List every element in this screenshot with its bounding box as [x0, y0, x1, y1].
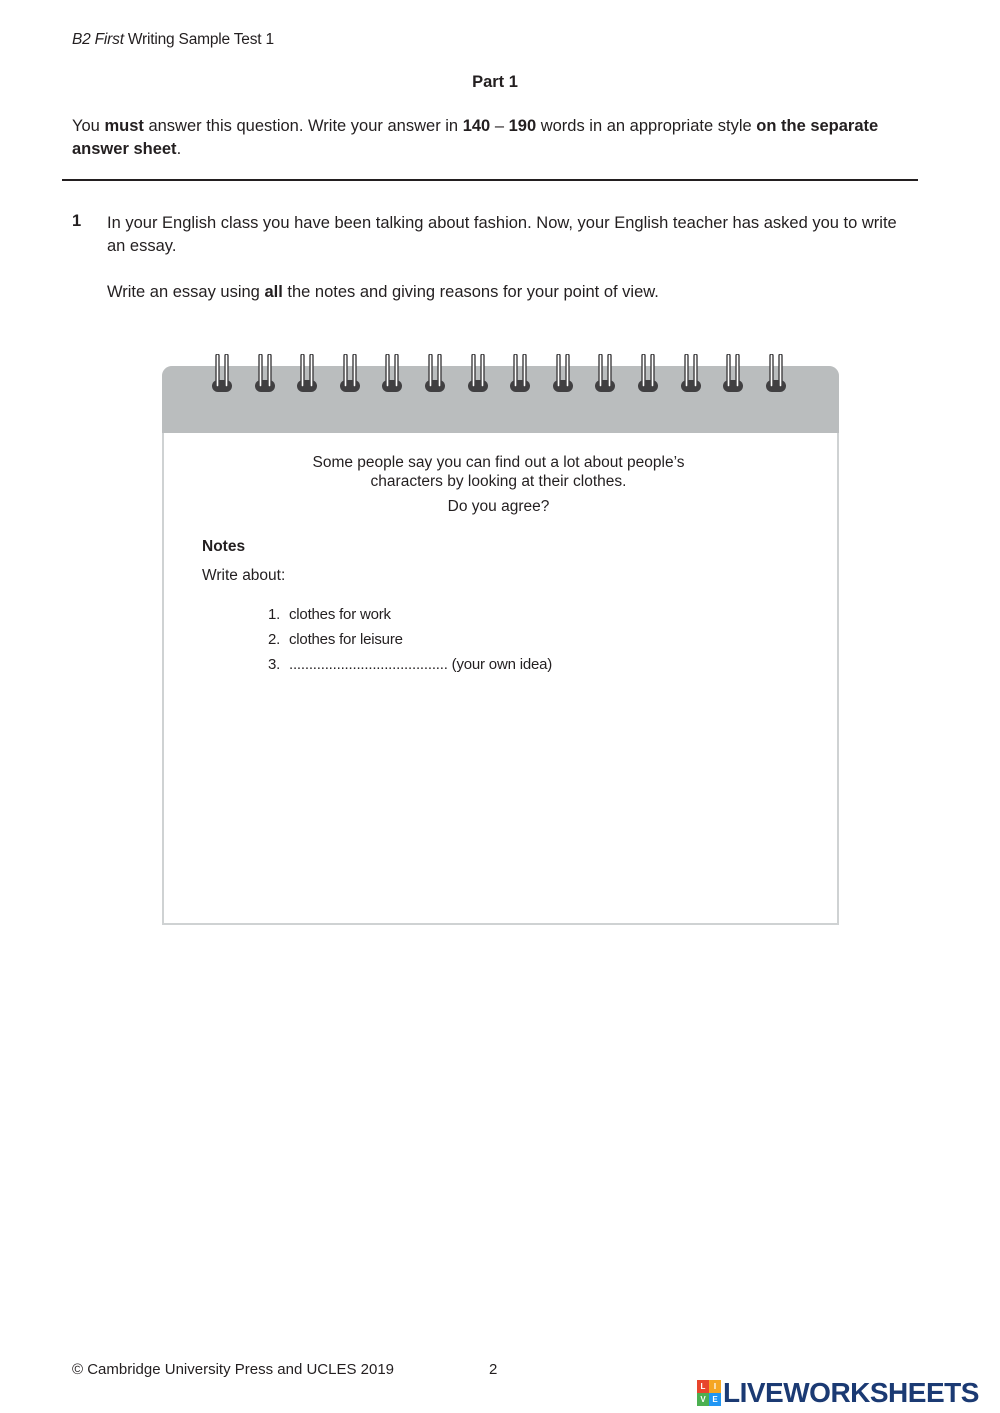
notes-title: Notes [202, 538, 246, 555]
spiral-ring-icon [467, 354, 489, 394]
running-header [72, 31, 274, 49]
word-min: 140 [462, 117, 491, 135]
exam-name: B2 First [72, 31, 124, 48]
note-item-text: ........................................ (your own idea) [289, 656, 553, 673]
spiral-ring-icon [211, 354, 233, 394]
liveworksheets-wordmark: LIVEWORKSHEETS [723, 1377, 979, 1408]
task-all: all [264, 283, 283, 301]
liveworksheets-mark-icon [697, 1380, 721, 1406]
prompt-line-1: Some people say you can find out a lot about people’s [312, 454, 685, 471]
spiral-ring-icon [424, 354, 446, 394]
mark-letter: I [709, 1380, 721, 1393]
liveworksheets-logo[interactable] [697, 1376, 979, 1410]
page-number: 2 [489, 1361, 498, 1378]
note-item-text: clothes for leisure [289, 631, 403, 648]
spiral-ring-icon [296, 354, 318, 394]
instruction-answer-sheet: on the separate answer sheet [72, 117, 879, 158]
spiral-ring-icon [722, 354, 744, 394]
notepad [162, 366, 839, 925]
question-task [107, 281, 917, 304]
spiral-ring-icon [765, 354, 787, 394]
note-item [268, 656, 552, 673]
word-max: 190 [508, 117, 537, 135]
divider-line [62, 179, 918, 181]
note-item-number: 3. [268, 656, 281, 673]
question-text: In your English class you have been talking about fashion. Now, your English teacher has asked you to write an essay. [107, 214, 897, 255]
instruction-text [72, 115, 922, 161]
task-seg: Write an essay using [107, 283, 265, 301]
spiral-ring-icon [254, 354, 276, 394]
mark-letter: L [697, 1380, 709, 1393]
instruction-seg: answer this question. Write your answer in [143, 117, 463, 135]
question-number: 1 [72, 212, 82, 230]
note-item [268, 631, 403, 648]
part-title: Part 1 [472, 73, 518, 91]
note-item-number: 2. [268, 631, 281, 648]
spiral-ring-icon [637, 354, 659, 394]
task-seg: the notes and giving reasons for your point of view. [282, 283, 659, 301]
spiral-ring-icon [509, 354, 531, 394]
instruction-seg: – [490, 117, 509, 135]
copyright-notice: © Cambridge University Press and UCLES 2019 [72, 1361, 395, 1378]
spiral-ring-icon [339, 354, 361, 394]
spiral-ring-icon [381, 354, 403, 394]
prompt-question: Do you agree? [447, 498, 550, 515]
note-item [268, 606, 391, 623]
test-label: Writing Sample Test 1 [123, 31, 274, 48]
write-about-label: Write about: [202, 567, 286, 584]
instruction-must: must [104, 117, 144, 135]
instruction-seg: words in an appropriate style [536, 117, 757, 135]
mark-letter: V [697, 1393, 709, 1406]
prompt-line-2: characters by looking at their clothes. [370, 473, 627, 490]
spiral-ring-icon [594, 354, 616, 394]
spiral-ring-icon [680, 354, 702, 394]
mark-letter: E [709, 1393, 721, 1406]
instruction-seg: You [72, 117, 105, 135]
spiral-ring-icon [552, 354, 574, 394]
note-item-text: clothes for work [289, 606, 391, 623]
note-item-number: 1. [268, 606, 281, 623]
instruction-seg: . [176, 140, 182, 158]
